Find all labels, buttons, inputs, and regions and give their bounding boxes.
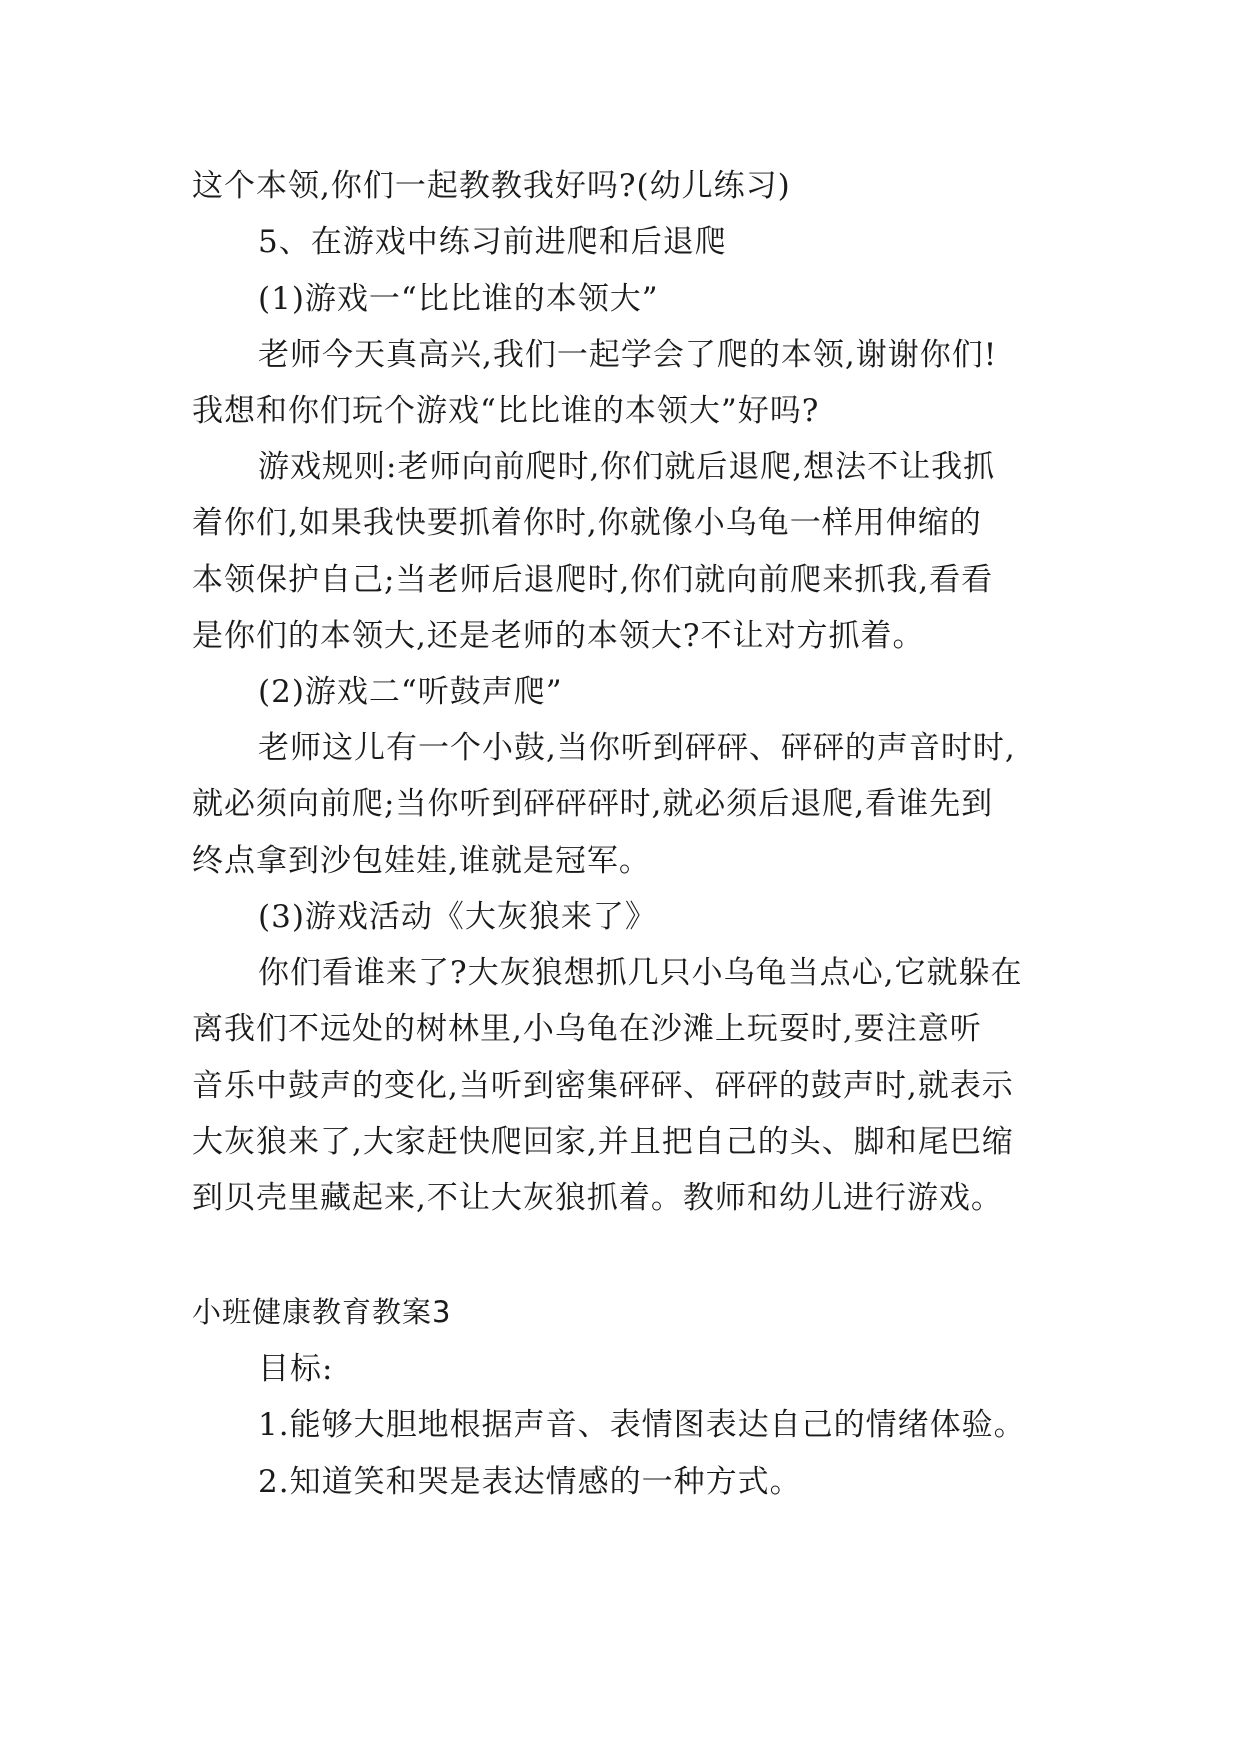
step-heading: 5、在游戏中练习前进爬和后退爬 (258, 224, 727, 260)
goal-item: 2.知道笑和哭是表达情感的一种方式。 (258, 1464, 802, 1500)
paragraph-line: 你们看谁来了?大灰狼想抓几只小乌龟当点心,它就躲在 (258, 955, 1023, 991)
paragraph-line: 是你们的本领大,还是老师的本领大?不让对方抓着。 (192, 618, 925, 654)
goal-label: 目标: (258, 1351, 334, 1387)
paragraph-line: 老师今天真高兴,我们一起学会了爬的本领,谢谢你们! (258, 337, 998, 373)
paragraph-line: 大灰狼来了,大家赶快爬回家,并且把自己的头、脚和尾巴缩 (192, 1124, 1014, 1160)
game-title: (1)游戏一“比比谁的本领大” (258, 281, 659, 317)
section-title: 小班健康教育教案3 (192, 1295, 452, 1329)
paragraph-line: 着你们,如果我快要抓着你时,你就像小乌龟一样用伸缩的 (192, 505, 982, 541)
paragraph-line: 终点拿到沙包娃娃,谁就是冠军。 (192, 843, 651, 879)
paragraph-line: 离我们不远处的树林里,小乌龟在沙滩上玩耍时,要注意听 (192, 1011, 982, 1047)
paragraph-line: 这个本领,你们一起教教我好吗?(幼儿练习) (192, 168, 791, 204)
paragraph-line: 我想和你们玩个游戏“比比谁的本领大”好吗? (192, 393, 820, 429)
paragraph-line: 就必须向前爬;当你听到砰砰砰时,就必须后退爬,看谁先到 (192, 786, 994, 822)
paragraph-line: 游戏规则:老师向前爬时,你们就后退爬,想法不让我抓 (258, 449, 996, 485)
goal-item: 1.能够大胆地根据声音、表情图表达自己的情绪体验。 (258, 1407, 1026, 1443)
paragraph-line: 音乐中鼓声的变化,当听到密集砰砰、砰砰的鼓声时,就表示 (192, 1068, 1014, 1104)
paragraph-line: 到贝壳里藏起来,不让大灰狼抓着。教师和幼儿进行游戏。 (192, 1180, 1003, 1216)
game-title: (2)游戏二“听鼓声爬” (258, 674, 563, 710)
paragraph-line: 本领保护自己;当老师后退爬时,你们就向前爬来抓我,看看 (192, 562, 994, 598)
game-title: (3)游戏活动《大灰狼来了》 (258, 899, 657, 935)
paragraph-line: 老师这儿有一个小鼓,当你听到砰砰、砰砰的声音时时, (258, 730, 1016, 766)
